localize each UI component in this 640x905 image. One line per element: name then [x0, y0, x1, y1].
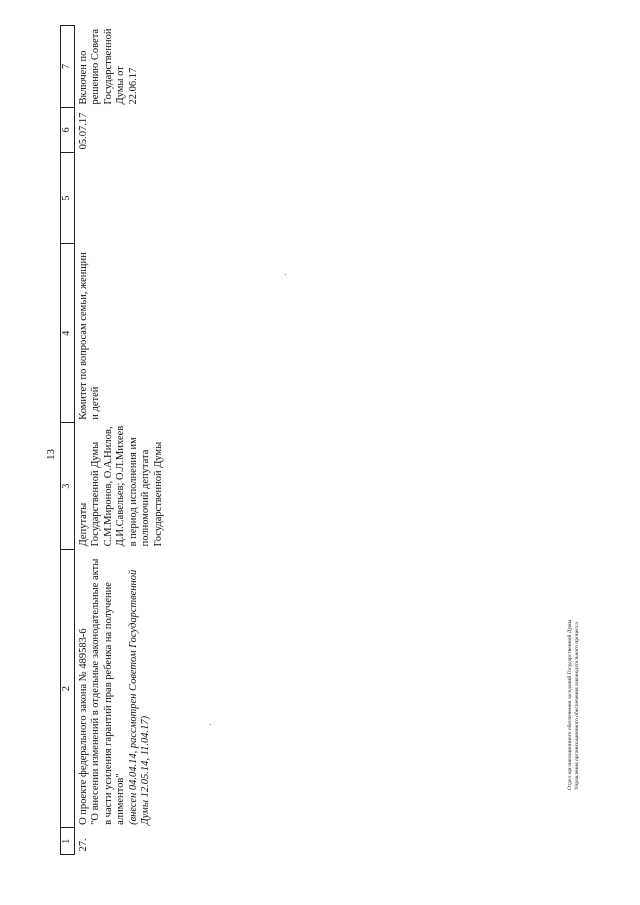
footer-line: Отдел организационного обеспечения заседаний Государственной Думы [567, 619, 573, 790]
bill-title: О проекте федерального закона № 489583-6 [77, 628, 89, 825]
column-header: 6 [61, 107, 75, 152]
column-header: 3 [61, 423, 75, 550]
footer-line: Управления организационного обеспечения законодательного процесса [574, 622, 580, 790]
column-header: 2 [61, 549, 75, 828]
table-row [74, 26, 168, 855]
column-number-row [61, 26, 75, 855]
initiators-cell: Депутаты Государственной Думы С.М.Миронов, О.А.Нилов, Д.И.Савельев; О.Л.Михеев в период исполнения им полномочий депутата Государственной Думы [77, 425, 164, 547]
column-header: 7 [61, 26, 75, 108]
date-cell: 05.07.17 [77, 112, 89, 150]
bill-note: (внесен 04.04.14, рассмотрен Советом Государственной Думы 12.05.14, 11.04.17) [127, 569, 151, 825]
column5-cell [74, 152, 168, 243]
footer-note [567, 620, 581, 790]
scan-speck [285, 274, 286, 275]
column-header: 5 [61, 152, 75, 243]
scan-speck [210, 724, 211, 725]
column-header: 1 [61, 828, 75, 855]
row-number: 27. [77, 838, 89, 852]
bills-table [60, 25, 168, 855]
committee-cell: Комитет по вопросам семьи, женщин и детей [77, 252, 101, 420]
bill-description: "О внесении изменений в отдельные законодательные акты в части усиления гарантий прав ребенка на получение алиментов" [90, 558, 126, 825]
bill-cell [74, 549, 168, 828]
page-number: 13 [45, 449, 57, 460]
status-cell: Включен по решению Совета Государственной Думы от 22.06.17 [77, 28, 139, 105]
column-header: 4 [61, 244, 75, 423]
